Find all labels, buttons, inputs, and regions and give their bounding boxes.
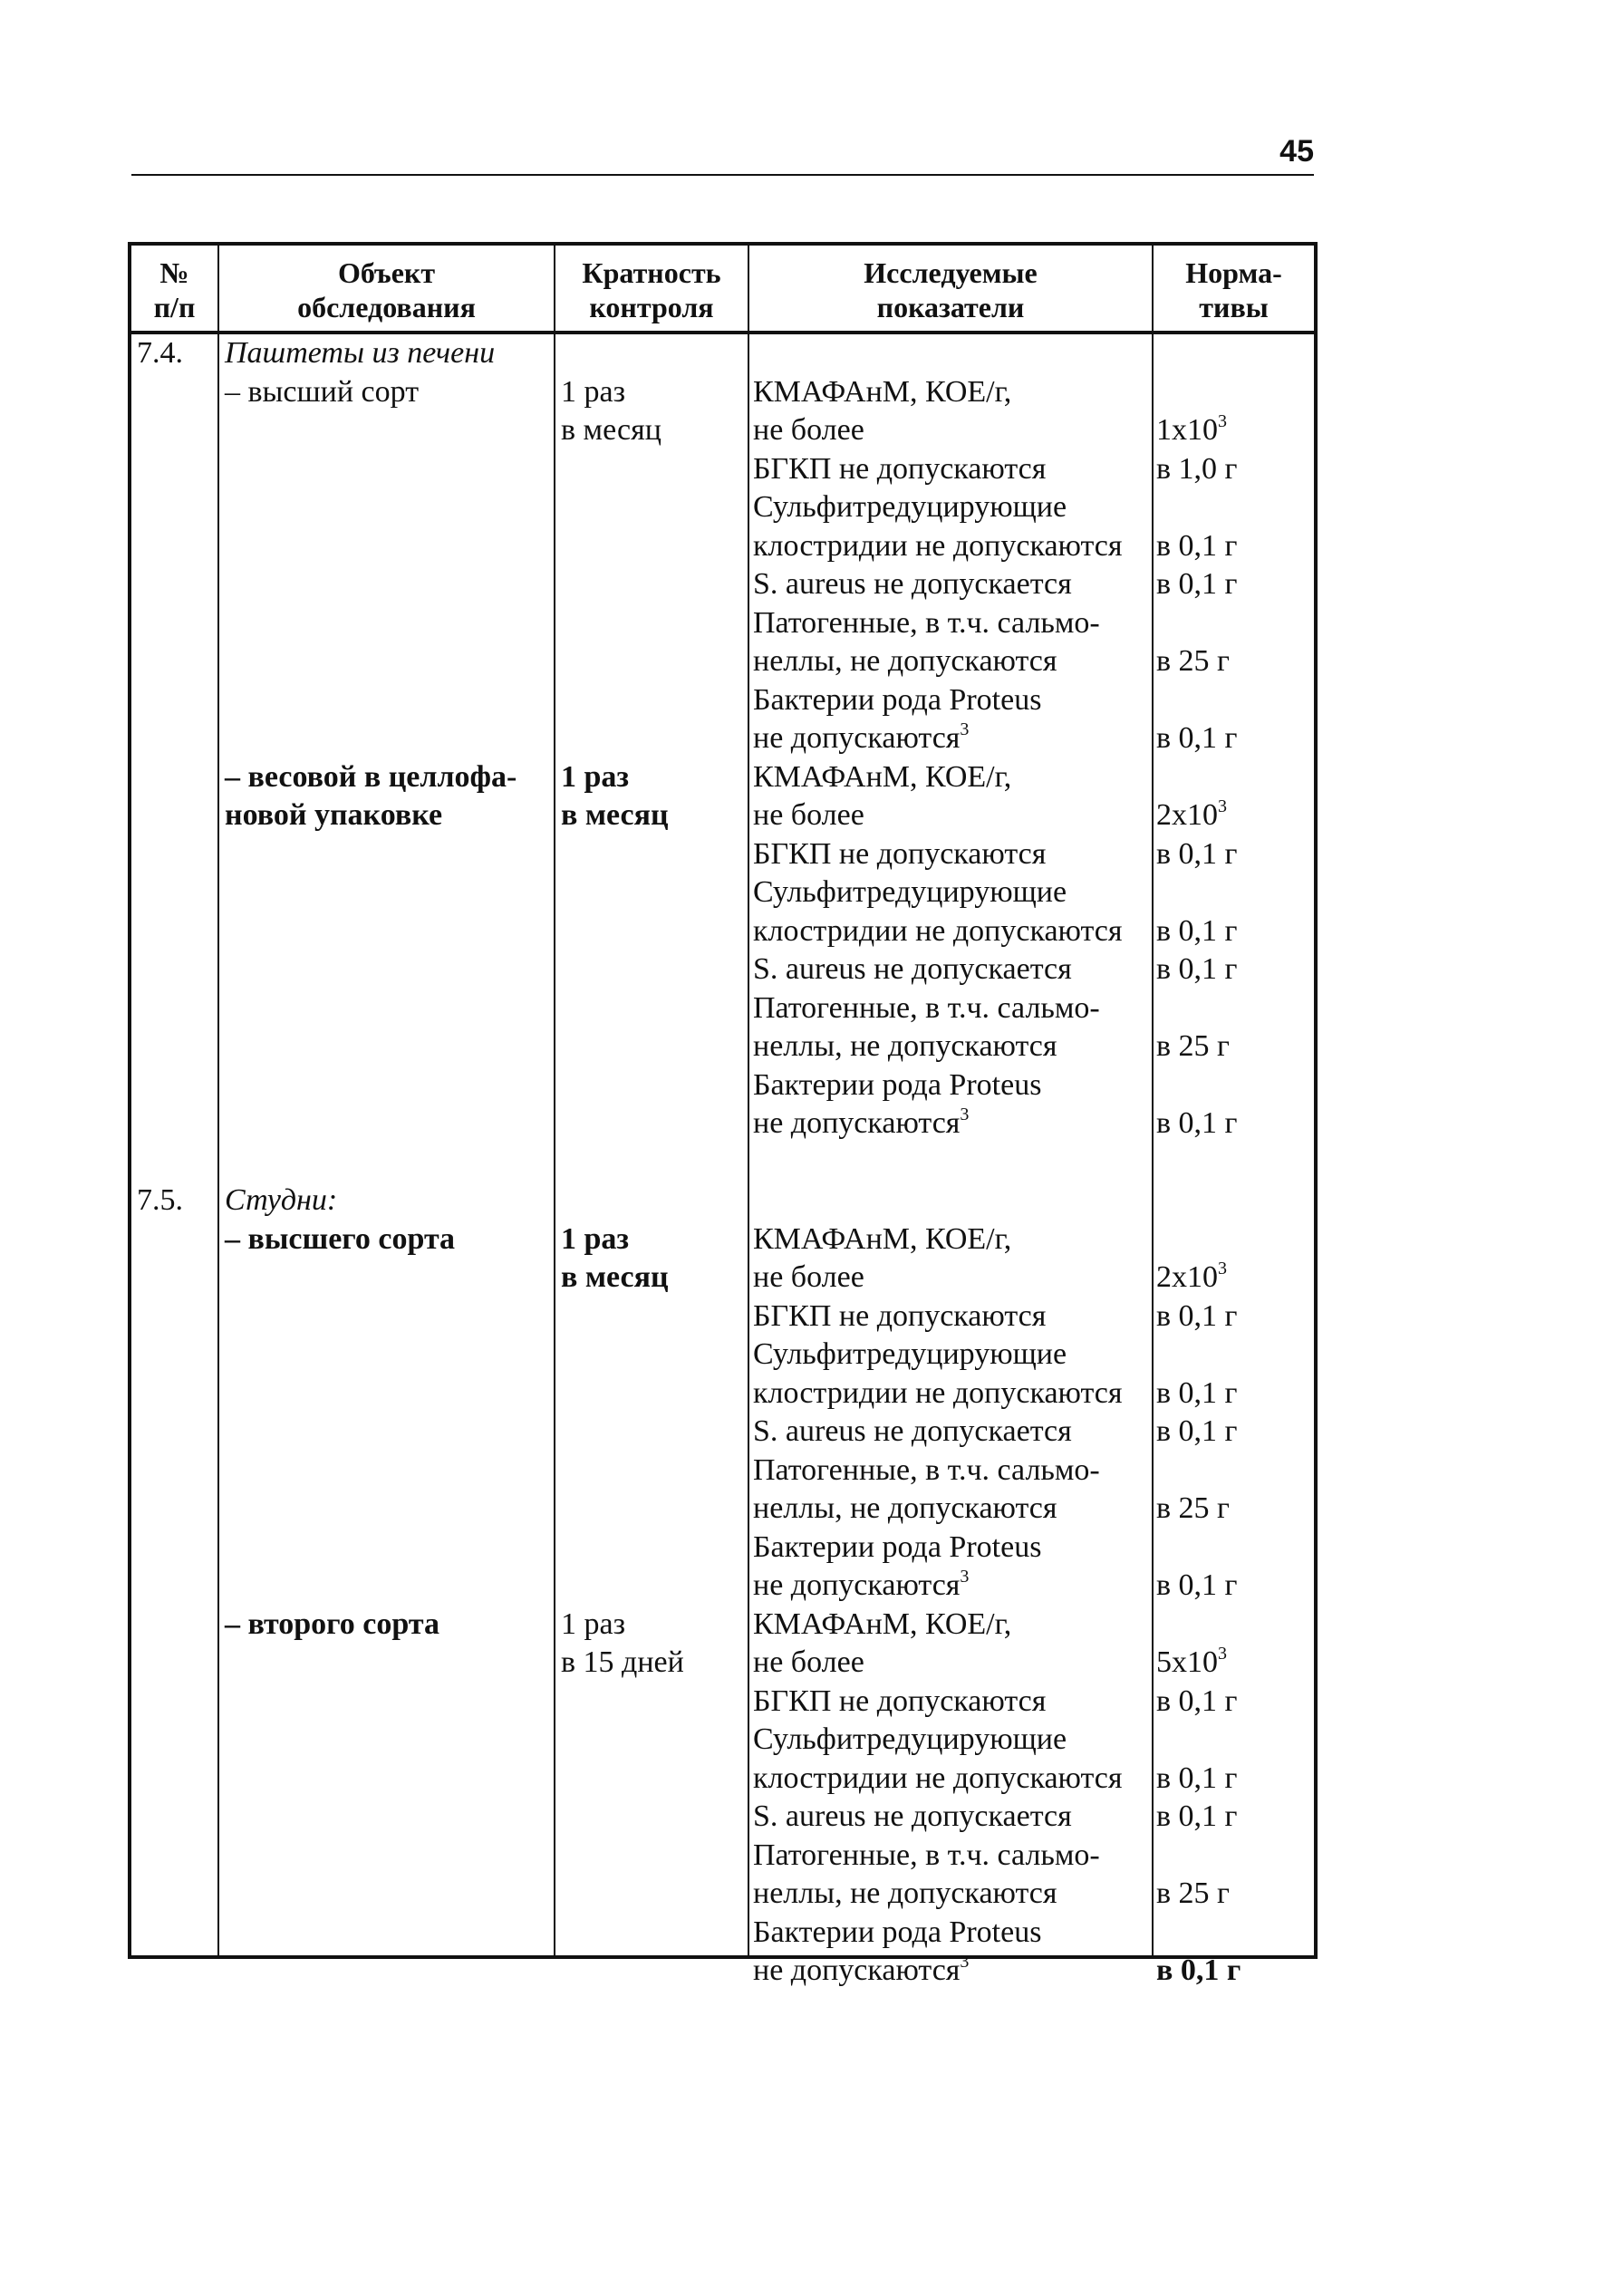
frequency-line (561, 989, 684, 1028)
norm-line (1156, 373, 1241, 412)
norm-line (1156, 488, 1241, 527)
header-indicators: Исследуемые показатели (864, 256, 1038, 323)
indicator-line: клостридии не допускаются (753, 913, 1123, 948)
object-line (225, 1452, 517, 1490)
norm-line: в 0,1 г (1156, 952, 1238, 986)
frequency-line (561, 565, 684, 604)
indicator-line: S. aureus не допускается (753, 1799, 1072, 1833)
num-line (137, 835, 183, 874)
indicator-line: неллы, не допускаются (753, 644, 1057, 678)
num-line (137, 1143, 183, 1182)
frequency-line: в месяц (561, 798, 669, 832)
norm-line: в 0,1 г (1156, 1414, 1238, 1448)
object-line: – второго сорта (225, 1606, 439, 1641)
norm-line: $1x10^3$ (1156, 411, 1227, 447)
indicator-line: не допускаются$^3$ (753, 1105, 970, 1140)
norm-line: в 0,1 г (1156, 1106, 1238, 1140)
norm-line: $2x10^3$ (1156, 796, 1227, 832)
norm-line: в 25 г (1156, 1876, 1230, 1910)
frequency-line (561, 912, 684, 951)
col-divider (1152, 246, 1154, 1955)
indicator-line: клостридии не допускаются (753, 1761, 1123, 1795)
frequency-line (561, 835, 684, 874)
header-frequency: Кратность контроля (582, 256, 721, 323)
frequency-line: 1 раз (561, 1606, 626, 1641)
norm-line: $2x10^3$ (1156, 1259, 1227, 1294)
num-line (137, 411, 183, 450)
norm-line: в 0,1 г (1156, 836, 1238, 871)
frequency-line: в месяц (561, 1260, 669, 1294)
col-divider (217, 246, 219, 1955)
indicator-line: Сульфитредуцирующие (753, 875, 1067, 909)
num-line (137, 758, 183, 797)
frequency-column (561, 334, 684, 1683)
num-line (137, 719, 183, 758)
indicator-line: БГКП не допускаются (753, 451, 1047, 486)
object-line (225, 1413, 517, 1452)
frequency-line: 1 раз (561, 374, 626, 409)
header-norms: Норма- тивы (1185, 256, 1282, 323)
frequency-line (561, 527, 684, 566)
num-line (137, 989, 183, 1028)
object-line: новой упаковке (225, 798, 443, 832)
norm-line (1156, 1606, 1241, 1645)
norm-line (1156, 1837, 1241, 1876)
frequency-line (561, 1490, 684, 1529)
indicator-line: КМАФАнМ, КОЕ/г, (753, 1221, 1012, 1256)
indicator-line: S. aureus не допускается (753, 1414, 1072, 1448)
col-divider (748, 246, 749, 1955)
object-line (225, 1567, 517, 1606)
norm-line: в 0,1 г (1156, 1568, 1238, 1602)
norm-line: в 0,1 г (1156, 1375, 1238, 1410)
norm-line (1156, 1182, 1241, 1220)
frequency-line (561, 1567, 684, 1606)
indicator-line: не более (753, 1645, 864, 1679)
object-line (225, 1298, 517, 1336)
norm-line (1156, 1529, 1241, 1568)
object-line (225, 1027, 517, 1066)
indicator-line: Бактерии рода Proteus (753, 1915, 1042, 1949)
frequency-line (561, 1182, 684, 1220)
norm-line (1156, 604, 1241, 643)
num-line (137, 912, 183, 951)
num-line (137, 796, 183, 835)
indicator-line: S. aureus не допускается (753, 567, 1072, 601)
indicators-column (753, 334, 1123, 1991)
norm-line (1156, 1143, 1241, 1182)
indicator-line: БГКП не допускаются (753, 1298, 1047, 1333)
norms-column (1156, 334, 1241, 1991)
object-line (225, 1105, 517, 1143)
object-line (225, 912, 517, 951)
col-divider (554, 246, 555, 1955)
indicator-line: КМАФАнМ, КОЕ/г, (753, 759, 1012, 794)
indicator-line: Бактерии рода Proteus (753, 682, 1042, 717)
object-line: Студни: (225, 1183, 338, 1217)
frequency-line (561, 450, 684, 489)
norm-line: в 0,1 г (1156, 1761, 1238, 1795)
norm-line (1156, 1452, 1241, 1490)
norm-line: в 25 г (1156, 644, 1230, 678)
header-num: № п/п (153, 256, 196, 323)
indicator-line: не более (753, 413, 864, 447)
norm-line (1156, 1220, 1241, 1259)
norm-line: в 0,1 г (1156, 721, 1238, 755)
object-line (225, 450, 517, 489)
object-line: – высший сорт (225, 374, 420, 409)
indicator-line: неллы, не допускаются (753, 1491, 1057, 1525)
object-line (225, 1490, 517, 1529)
num-line (137, 873, 183, 912)
object-line (225, 719, 517, 758)
norm-line: $5x10^3$ (1156, 1644, 1227, 1679)
object-line (225, 527, 517, 566)
num-line (137, 1066, 183, 1105)
object-line: – высшего сорта (225, 1221, 456, 1256)
indicator-line: Сульфитредуцирующие (753, 490, 1067, 524)
indicator-line: не допускаются$^3$ (753, 1952, 970, 1987)
object-line (225, 604, 517, 643)
frequency-line (561, 950, 684, 989)
num-line (137, 527, 183, 566)
norm-line: в 1,0 г (1156, 451, 1238, 486)
object-line (225, 1336, 517, 1375)
indicator-line (753, 1182, 1123, 1220)
frequency-line: 1 раз (561, 759, 630, 794)
indicator-line: клостридии не допускаются (753, 528, 1123, 563)
frequency-line (561, 1066, 684, 1105)
num-column (137, 334, 183, 1220)
indicator-line: неллы, не допускаются (753, 1876, 1057, 1910)
indicator-line: КМАФАнМ, КОЕ/г, (753, 374, 1012, 409)
object-line: Паштеты из печени (225, 336, 496, 370)
num-line (137, 642, 183, 681)
frequency-line (561, 642, 684, 681)
norm-line (1156, 1336, 1241, 1375)
frequency-line: в месяц (561, 413, 661, 447)
norm-line (1156, 989, 1241, 1028)
object-column (225, 334, 517, 1644)
object-line (225, 488, 517, 527)
indicator-line: КМАФАнМ, КОЕ/г, (753, 1606, 1012, 1641)
frequency-line (561, 681, 684, 720)
num-line (137, 1027, 183, 1066)
frequency-line (561, 1413, 684, 1452)
indicator-line: Сульфитредуцирующие (753, 1722, 1067, 1756)
num-line (137, 950, 183, 989)
norm-line (1156, 681, 1241, 720)
indicator-line: БГКП не допускаются (753, 1683, 1047, 1718)
frequency-line (561, 1027, 684, 1066)
norm-line (1156, 873, 1241, 912)
frequency-line (561, 1105, 684, 1143)
object-line (225, 1529, 517, 1568)
indicator-line: не более (753, 1260, 864, 1294)
indicator-line (753, 334, 1123, 373)
indicator-line: S. aureus не допускается (753, 952, 1072, 986)
indicator-line: Сульфитредуцирующие (753, 1337, 1067, 1371)
object-line (225, 1375, 517, 1413)
indicator-line: Бактерии рода Proteus (753, 1529, 1042, 1564)
indicator-line: Патогенные, в т.ч. сальмо- (753, 1838, 1100, 1872)
num-line: 7.5. (137, 1183, 183, 1217)
object-line (225, 642, 517, 681)
frequency-line: 1 раз (561, 1221, 630, 1256)
norm-line: в 0,1 г (1156, 1298, 1238, 1333)
num-line (137, 565, 183, 604)
num-line (137, 450, 183, 489)
indicator-line (753, 1143, 1123, 1182)
object-line (225, 873, 517, 912)
indicator-line: Патогенные, в т.ч. сальмо- (753, 990, 1100, 1025)
frequency-line (561, 604, 684, 643)
norm-line (1156, 1066, 1241, 1105)
frequency-line (561, 1529, 684, 1568)
header-object: Объект обследования (297, 256, 476, 323)
num-line (137, 1105, 183, 1143)
norm-line: в 0,1 г (1156, 1683, 1238, 1718)
num-line (137, 681, 183, 720)
frequency-line (561, 334, 684, 373)
object-line (225, 681, 517, 720)
frequency-line (561, 1336, 684, 1375)
norm-line (1156, 1721, 1241, 1760)
num-line (137, 373, 183, 412)
object-line (225, 1259, 517, 1298)
norm-line: в 0,1 г (1156, 1954, 1241, 1987)
indicator-line: клостридии не допускаются (753, 1375, 1123, 1410)
norm-line: в 0,1 г (1156, 567, 1238, 601)
object-line: – весовой в целлофа- (225, 759, 517, 794)
frequency-line (561, 1452, 684, 1490)
norms-table (128, 242, 1318, 1987)
indicator-line: Патогенные, в т.ч. сальмо- (753, 1452, 1100, 1487)
num-line (137, 488, 183, 527)
frequency-line: в 15 дней (561, 1645, 684, 1679)
object-line (225, 1143, 517, 1182)
indicator-line: не допускаются$^3$ (753, 1567, 970, 1602)
indicator-line: неллы, не допускаются (753, 1029, 1057, 1063)
frequency-line (561, 1298, 684, 1336)
norm-line: в 0,1 г (1156, 913, 1238, 948)
norm-line (1156, 758, 1241, 797)
num-line (137, 604, 183, 643)
norm-line: в 25 г (1156, 1491, 1230, 1525)
frequency-line (561, 1375, 684, 1413)
norm-line: в 0,1 г (1156, 528, 1238, 563)
page-number: 45 (1279, 134, 1314, 169)
frequency-line (561, 719, 684, 758)
indicator-line: Патогенные, в т.ч. сальмо- (753, 605, 1100, 640)
indicator-line: Бактерии рода Proteus (753, 1067, 1042, 1102)
indicator-line: не более (753, 798, 864, 832)
object-line (225, 1066, 517, 1105)
norm-line: в 25 г (1156, 1029, 1230, 1063)
object-line (225, 565, 517, 604)
norm-line (1156, 1914, 1241, 1953)
indicator-line: не допускаются$^3$ (753, 719, 970, 755)
frequency-line (561, 873, 684, 912)
norm-line (1156, 334, 1241, 373)
norm-line: в 0,1 г (1156, 1799, 1238, 1833)
frequency-line (561, 488, 684, 527)
num-line: 7.4. (137, 336, 183, 370)
object-line (225, 989, 517, 1028)
frequency-line (561, 1143, 684, 1182)
object-line (225, 411, 517, 450)
indicator-line: БГКП не допускаются (753, 836, 1047, 871)
header-rule (131, 174, 1314, 176)
object-line (225, 835, 517, 874)
object-line (225, 950, 517, 989)
